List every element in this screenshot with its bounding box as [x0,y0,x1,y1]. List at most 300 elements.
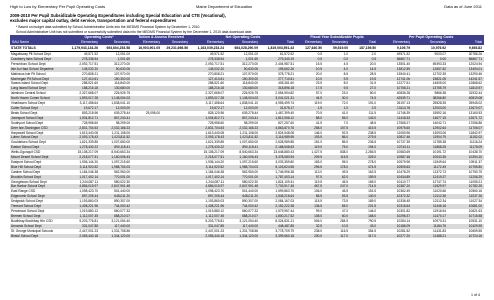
table-cell: 195,662.26 [260,67,296,72]
table-cell: 10583.69 [396,150,411,155]
table-cell: 4.5 [343,61,349,66]
table-cell: 3,117,458.64 [205,101,225,106]
table-cell: 1,211,108.00 [239,130,259,135]
table-cell: 130,680.00 [100,86,132,91]
table-cell: 194.0 [350,145,378,150]
table-cell: 10975.60 [378,126,412,131]
sau-name-cell: Matinicus Isle Plt School [11,71,46,76]
table-cell: 85.5 [341,140,349,145]
table-cell: 562,950.00 [242,169,259,174]
table-cell: 1,193,860.03 [205,199,225,204]
table-cell: 1,160,006.43 [226,155,260,160]
totals-cell: 10,976.92 [412,45,448,52]
table-cell: 38266.80 [412,96,448,101]
table-cell [162,234,190,239]
table-cell: 9.5 [324,86,350,91]
table-cell: 639,278.44 [242,110,259,115]
table-cell: 150,300.00 [100,77,132,82]
table-cell: 1,545,216.64 [260,194,296,199]
table-cell: 119.0 [314,101,323,106]
table-cell: 14.5 [350,67,378,72]
table-cell: 288,521.60 [208,81,225,86]
table-cell: 11868.25 [412,145,448,150]
table-cell: 1,344,120.00 [100,234,132,239]
table-cell: 501,440.00 [114,189,131,194]
table-cell: 117.0 [324,234,350,239]
table-cell: 639,278.44 [114,110,131,115]
table-cell: 2,152,222.38 [260,204,296,209]
sau-name-cell: Easton School Dept [10,145,66,150]
table-cell: 11206.29 [448,175,484,180]
sau-name-cell: Gouldsboro School Dept [11,140,46,145]
table-cell: 378,778.21 [278,71,295,76]
table-cell: 3,114,920.52 [66,165,100,170]
table-cell: 714.5 [350,184,378,189]
table-cell: 50,630.06 [226,67,260,72]
table-cell: 2,055,440.18 [66,234,100,239]
table-cell: 72.0 [341,101,349,106]
sau-name-cell: Mount Desert School Dept [10,155,66,160]
table-cell: 12419.37 [412,175,448,180]
table-cell: 0.00 [412,57,448,62]
table-cell: 312,270.00 [242,61,259,66]
table-cell: 10970.31 [432,218,447,223]
table-cell: 1,097,215.60 [111,159,131,164]
table-cell: 296.5 [296,165,324,170]
table-cell: 10560.16 [468,189,483,194]
table-cell: 4.0 [324,67,350,72]
table-cell: 1,408,221.96 [66,204,100,209]
table-cell: 1,184,046.38 [79,169,98,174]
table-cell: 11785.38 [433,140,447,145]
table-cell: 770,001.00 [100,175,132,180]
table-cell: 107,970.00 [114,71,131,76]
department-name: Maine Department of Education [196,4,253,9]
column-header-12: Secondary [412,40,448,45]
table-cell: 744,000.42 [226,204,260,209]
table-cell: 12671.72 [448,116,484,121]
sau-name-cell: Bar Harbor School Dept [10,184,66,189]
column-header-3: Elementary [132,40,162,45]
table-cell: 61,572.52 [279,52,295,56]
table-cell: 1,344,120.00 [226,234,260,239]
column-group-3: Net Operating Costs [190,35,296,40]
table-cell: 98,299.00 [115,120,131,125]
table-cell: 10737.35 [396,140,411,145]
table-cell: 31932.44 [468,91,483,96]
table-cell: 10782.25 [448,184,484,189]
table-cell: 325.0 [350,155,378,160]
table-cell: 117,440.00 [100,224,132,229]
table-cell: 728,958.60 [82,120,98,125]
sau-name-cell: Islesboro Central School [11,91,46,96]
table-cell: 12112.34 [433,199,447,204]
table-cell: 165.0 [368,179,377,184]
table-cell: 10579.96 [396,159,411,164]
table-cell: 31,675.17 [260,106,296,111]
table-cell: 32.5 [296,224,324,229]
table-cell: 10587.48 [378,155,412,160]
table-cell: 15592.16 [432,110,447,115]
sau-name-cell: Harpswell School Dept [11,130,44,135]
table-cell: 580,022.30 [242,179,259,184]
table-cell: 86.0 [324,135,350,140]
table-cell: 2,847,901.48 [100,184,132,189]
table-cell: 853,218.96 [82,110,98,115]
sau-name-cell: North Haven Comm School [10,96,66,101]
table-cell: 2,628,989.85 [275,140,295,145]
table-cell: 13160.53 [468,110,483,115]
column-header-8: Elementary [296,40,324,45]
table-cell: 1,001.65 [100,57,132,62]
table-cell: 12868.62 [468,81,483,86]
table-cell: 1,023,811.52 [100,135,132,140]
table-cell: 3,033,359.80 [275,159,295,164]
table-cell: 10186.09 [378,224,412,229]
table-cell: 130,680.00 [226,86,260,91]
sau-name-cell: Tremont School Dept [10,204,66,209]
table-cell: 1,787,403.14 [260,175,296,180]
table-cell: 2,831,704.53 [66,126,100,131]
sau-name-cell: Eastport School Dept [11,159,42,164]
table-cell: 10505.63 [378,165,412,170]
table-cell: 107,970.00 [242,71,259,76]
column-header-10: Total [350,40,378,45]
table-cell: 10284.14 [396,218,411,223]
table-cell: 75.0 [324,145,350,150]
table-cell: 2,404,987.51 [275,61,295,66]
table-cell: 11746.39 [397,110,411,115]
table-cell: 57.0 [315,91,323,96]
table-cell: 209.5 [296,155,324,160]
table-cell: 13540.41 [396,71,411,76]
table-cell: 277,710.61 [260,77,296,82]
table-cell: 1,408,221.96 [190,204,226,209]
sau-name-cell: Magalloway Plt School Dept [11,52,51,56]
table-cell: 728,958.60 [208,120,225,125]
table-cell: 226,926.75 [242,91,259,96]
table-cell: 17.5 [296,86,324,91]
table-cell: 50,630.06 [100,67,132,72]
table-cell: 10387.20 [378,184,412,189]
table-cell: 20.0 [369,61,377,66]
table-cell: 5,203,776.81 [205,218,225,223]
table-cell: 8.0 [343,81,349,86]
table-cell [132,234,162,239]
table-cell: 86.5 [296,194,324,199]
table-cell: 11431.83 [433,228,447,233]
table-cell: 2,327,668.07 [79,91,98,96]
table-cell: 2,092,717.51 [205,61,225,66]
table-cell: 111.5 [368,110,377,115]
table-cell: 560,077.32 [242,209,259,213]
table-cell: 10821.63 [468,209,483,213]
table-cell: 41.0 [341,110,349,115]
table-cell: 11529.97 [412,184,448,189]
table-cell: 115.5 [324,155,350,160]
table-cell: 270,808.21 [208,71,225,76]
table-cell: 11810.97 [448,86,484,91]
table-cell: 162.5 [368,169,377,174]
table-cell: 19,672.17 [190,106,226,111]
table-cell: 1,244,087.11 [205,179,225,184]
table-cell: 49571.52 [396,52,411,56]
table-cell: 99.0 [315,209,323,213]
table-cell: 12,003.00 [226,106,260,111]
table-cell: 278.0 [368,159,377,164]
table-cell: 897,205.44 [66,194,100,199]
table-cell: 1,112,007.45 [190,214,226,219]
table-cell: 11055.21 [469,179,483,184]
table-cell: 15821.05 [412,77,448,82]
column-header-0: SAU Name [10,40,66,45]
table-cell: 1,019,880.12 [205,209,225,213]
table-cell: 1,936,144.20 [205,159,225,164]
sau-name-cell: Penobscot School Dept [11,209,45,213]
table-cell: 11418.33 [378,116,412,121]
table-cell: 4,856,015.97 [66,184,100,189]
table-cell: 11050.96 [397,130,411,135]
table-cell: 12657.52 [412,67,448,72]
table-cell: 146.0 [314,130,323,135]
table-cell: 10281.52 [396,228,411,233]
table-cell: 10277.20 [378,234,412,239]
table-cell: 11184.76 [412,224,448,229]
table-cell: 11549.64 [433,159,447,164]
table-cell: 4,955,499.74 [275,101,295,106]
table-cell: 10429.95 [448,224,484,229]
totals-cell: 9,109.79 [378,45,412,52]
table-cell: 1,746,996.38 [275,169,295,174]
table-cell: 12,051.00 [243,52,259,56]
totals-cell: 9,693.82 [448,45,484,52]
table-cell: 119.5 [314,179,323,184]
table-cell: 744,000.42 [100,204,132,209]
table-cell: 238.5 [368,130,377,135]
table-cell: 1,193,860.03 [79,199,98,204]
table-cell: 92.5 [341,130,349,135]
table-cell: 11842.97 [469,130,483,135]
table-cell: 48.5 [369,120,377,125]
table-cell: 4,863,870.76 [260,126,296,131]
table-cell: 12112.36 [412,194,448,199]
table-cell: 13290.46 [468,71,483,76]
table-cell: 14241.57 [448,77,484,82]
table-cell: 10681.00 [448,204,484,209]
table-cell: 226,926.75 [114,91,131,96]
table-cell: 3,399,560.18 [260,234,296,239]
table-cell: 178.0 [324,165,350,170]
column-header-6: Secondary [226,40,260,45]
column-header-13: Total [448,40,484,45]
table-cell: 2,093,178.43 [190,135,226,140]
table-cell: 2,447,001.23 [79,228,98,233]
table-cell: 55.0 [324,116,350,121]
table-cell: 13501.40 [396,61,411,66]
table-cell: 10394.10 [448,155,484,160]
table-cell: 10715.58 [448,214,484,219]
table-cell: 1,838,041.10 [239,101,259,106]
table-cell: 9866.38 [434,91,447,96]
table-cell: 15,108,217.09 [77,150,98,155]
table-cell: 2.5 [350,106,378,111]
table-cell: 1,007,650.00 [111,140,131,145]
table-cell: 1,988,704.03 [226,165,260,170]
table-cell: 1,017,402.14 [190,175,226,180]
table-cell: 1.0 [324,106,350,111]
table-cell: 49,571.52 [83,52,98,56]
table-cell: 10296.37 [378,214,412,219]
table-cell: 10531.10 [468,218,483,223]
table-cell: 1,023,811.52 [226,135,260,140]
sau-name-cell: Edgecomb School Dept [10,194,66,199]
table-cell: 140.0 [350,194,378,199]
table-cell: 45.5 [341,179,349,184]
page-number: 1 of 4 [471,293,480,297]
table-cell: 0.5 [317,52,323,56]
table-cell: 238.0 [314,228,323,233]
table-cell: 28.5 [369,71,377,76]
table-cell: 8,540,663.34 [239,150,259,155]
table-cell: 279,340.19 [260,57,296,62]
table-cell: 474.5 [350,165,378,170]
table-cell: 98,299.00 [243,120,259,125]
table-cell: 838.0 [340,150,349,155]
table-cell: 193.5 [296,135,324,140]
table-cell: 1,812,056.12 [260,116,296,121]
table-cell: 44.5 [296,96,324,101]
table-cell: 828,120.96 [208,110,225,115]
totals-cell: 654,028,290.09 [226,45,260,52]
totals-label: STATE TOTALS [10,45,66,52]
table-cell: 247.0 [324,184,350,189]
table-cell: 189.0 [368,199,377,204]
table-row [10,234,484,239]
table-cell: 70.5 [315,110,323,115]
table-cell: 448,487.85 [260,224,296,229]
column-group-5: Per Pupil Operating Costs [378,35,484,40]
table-cell: 200.0 [296,234,324,239]
table-cell: 10336.45 [396,199,411,204]
table-cell: 10191.72 [432,150,447,155]
report-title-line2: excludes major capital outlay, debt service, transportation and federal expenditures [10,18,177,23]
table-cell: 1,893,017.28 [66,96,100,101]
table-cell: 2,084,167.03 [275,199,295,204]
table-cell: 10911.37 [469,159,483,164]
table-cell: 7,703,917.45 [260,184,296,189]
sau-name-cell: Blue Hill School Dept [10,165,66,170]
table-cell: 12024.94 [468,61,483,66]
table-cell: 2,327,668.07 [205,91,225,96]
table-cell: 1,838,041.10 [111,101,131,106]
table-cell: 10372.32 [378,194,412,199]
table-cell: 11152.02 [448,135,484,140]
table-cell: 45.5 [341,189,349,194]
table-cell: 12747.74 [432,179,447,184]
table-cell: 288,521.60 [82,81,98,86]
table-cell: 13494.01 [448,67,484,72]
table-cell: 2,092,717.51 [79,61,98,66]
table-cell: 145,032.20 [190,67,226,72]
column-header-4: Secondary [162,40,190,45]
table-cell: 15,108,217.09 [203,150,225,155]
table-cell: 10755.21 [378,86,412,91]
sau-name-cell: Monhegan Plt School Dept [10,77,66,82]
totals-cell: 187,159.50 [350,45,378,52]
table-cell: 19,672.17 [66,106,100,111]
table-cell: 331,047.85 [190,224,226,229]
table-cell: 56867.71 [448,57,484,62]
table-cell: 1,098,423.70 [79,189,98,194]
table-cell: 1,211,108.00 [111,130,131,135]
table-cell: 23,648,880.43 [273,150,295,155]
table-cell: 2,824,548.08 [275,130,295,135]
table-cell: 501,440.00 [242,189,259,194]
table-cell: 5,203,776.81 [79,218,98,223]
table-cell: 2,847,901.48 [226,184,260,189]
table-cell: 2.0 [371,52,377,56]
table-cell: 1,007,650.00 [239,140,259,145]
sau-name-cell: Jonesport School Dept [10,116,66,121]
table-cell: 9.5 [324,77,350,82]
table-cell: 2,218,077.51 [66,155,100,160]
table-cell: 1,278,430.22 [66,145,100,150]
table-cell: 25528.35 [432,101,447,106]
table-cell: 317.0 [350,234,378,239]
table-cell: 1,331,708.56 [239,228,259,233]
table-cell: 12902.64 [412,126,448,131]
table-cell: 1,800,217.52 [260,214,296,219]
table-cell: 95.0 [341,159,349,164]
column-header-9: Secondary [324,40,350,45]
table-cell: 12003.00 [412,106,448,111]
table-cell: 26197.13 [396,101,411,106]
table-cell: 157.5 [324,126,350,131]
table-cell: 331,047.85 [66,224,100,229]
table-cell: 2,554,594.82 [275,91,295,96]
table-cell: 1,427.5 [311,150,323,155]
table-cell: 47.0 [341,209,349,213]
table-cell: 1,244,087.11 [79,179,98,184]
table-cell: 191.0 [368,101,377,106]
table-cell: 1,001.65 [226,57,260,62]
table-cell: 23.5 [315,81,323,86]
table-cell: 10817.46 [378,135,412,140]
table-cell: 1,621,339.85 [205,140,225,145]
table-cell: 12741.06 [378,77,412,82]
totals-cell: 693,604,253.58 [100,45,132,52]
cost-table-container [10,35,484,238]
table-cell: 4,856,015.97 [190,184,226,189]
table-cell: 0.5 [296,57,324,62]
table-cell: 60.0 [324,214,350,219]
table-cell: 12,003.00 [100,106,132,111]
sau-name-cell: Swans Island School Dept [11,81,49,86]
table-cell: 188,216.18 [66,86,100,91]
table-cell: 1,613,440.08 [79,130,98,135]
table-cell: 1,004,812.71 [190,116,226,121]
report-ranking-label: High to Low by Elementary Per Pupil Operating Costs [10,4,106,9]
table-cell: 1,278,430.22 [190,145,226,150]
table-cell: 108.0 [296,214,324,219]
table-cell: 3,117,458.64 [79,101,98,106]
table-cell: 12670.07 [448,106,484,111]
table-cell: 1,097,215.60 [239,159,259,164]
table-cell: 1,112,007.45 [66,214,100,219]
sau-name-cell: Bristol School Dept [10,234,66,239]
table-cell: 0.0 [324,57,350,62]
table-cell: 312,270.00 [114,61,131,66]
